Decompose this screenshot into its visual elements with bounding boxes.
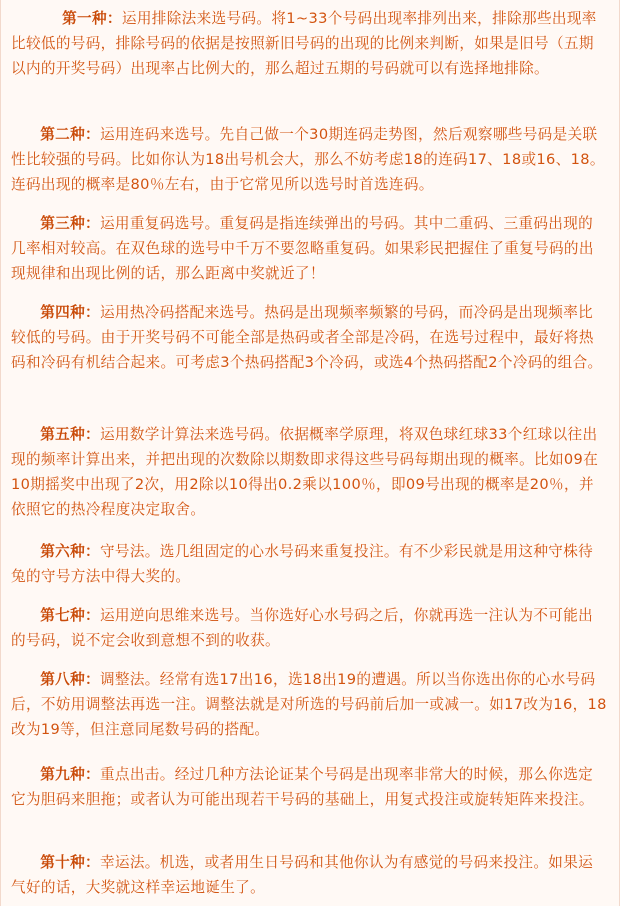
method-title-1: 第一种： [62, 10, 122, 27]
method-title-9: 第九种： [40, 766, 100, 783]
method-paragraph-3 [11, 211, 607, 286]
method-text-6: 守号法。选几组固定的心水号码来重复投注。有不少彩民就是用这种守株待兔的守号方法中得大奖的。 [11, 543, 594, 585]
method-title-2: 第二种： [40, 126, 100, 143]
method-paragraph-9 [11, 762, 607, 812]
method-text-1: 运用排除法来选号码。将1~33个号码出现率排列出来，排除那些出现率比较低的号码，排除号码的依据是按照新旧号码的出现的比例来判断，如果是旧号（五期以内的开奖号码）出现率占比例大的，那么超过五期的号码就可以有选择地排除。 [11, 10, 597, 77]
method-title-4: 第四种： [40, 304, 100, 321]
method-paragraph-5 [11, 422, 607, 522]
method-paragraph-7 [11, 603, 607, 653]
method-title-3: 第三种： [40, 215, 100, 232]
method-paragraph-1 [11, 6, 607, 81]
method-text-2: 运用连码来选号。先自己做一个30期连码走势图，然后观察哪些号码是关联性比较强的号码。比如你认为18出号机会大，那么不妨考虑18的连码17、18或16、18。连码出现的概率是80％左右，由于它常见所以选号时首选连码。 [11, 126, 605, 193]
method-text-4: 运用热冷码搭配来选号。热码是出现频率频繁的号码，而冷码是出现频率比较低的号码。由于开奖号码不可能全部是热码或者全部是冷码，在选号过程中，最好将热码和冷码有机结合起来。可考虑3个热码搭配3个冷码，或选4个热码搭配2个冷码的组合。 [11, 304, 603, 371]
method-paragraph-10 [11, 850, 607, 900]
method-title-7: 第七种： [40, 607, 100, 624]
method-paragraph-4 [11, 300, 607, 375]
method-title-8: 第八种： [40, 671, 100, 688]
method-title-6: 第六种： [40, 543, 100, 560]
method-paragraph-2 [11, 122, 607, 197]
method-title-5: 第五种： [40, 426, 100, 443]
method-text-5: 运用数学计算法来选号码。依据概率学原理，将双色球红球33个红球以往出现的频率计算出来，并把出现的次数除以期数即求得这些号码每期出现的概率。比如09在10期摇奖中出现了2次，用2除以10得出0.2乘以100％，即09号出现的概率是20％，并依照它的热冷程度决定取舍。 [11, 426, 599, 518]
method-text-3: 运用重复码选号。重复码是指连续弹出的号码。其中二重码、三重码出现的几率相对较高。在双色球的选号中千万不要忽略重复码。如果彩民把握住了重复号码的出现规律和出现比例的话，那么距离中奖就近了！ [11, 215, 594, 282]
method-title-10: 第十种： [40, 854, 100, 871]
method-text-10: 幸运法。机选，或者用生日号码和其他你认为有感觉的号码来投注。如果运气好的话，大奖就这样幸运地诞生了。 [11, 854, 594, 896]
method-paragraph-8 [11, 667, 607, 742]
method-text-7: 运用逆向思维来选号。当你选好心水号码之后，你就再选一注认为不可能出的号码，说不定会收到意想不到的收获。 [11, 607, 594, 649]
method-text-8: 调整法。经常有选17出16，选18出19的遭遇。所以当你选出你的心水号码后，不妨用调整法再选一注。调整法就是对所选的号码前后加一或减一。如17改为16，18改为19等，但注意同尾数号码的搭配。 [11, 671, 607, 738]
method-text-9: 重点出击。经过几种方法论证某个号码是出现率非常大的时候，那么你选定它为胆码来胆拖；或者认为可能出现若干号码的基础上，用复式投注或旋转矩阵来投注。 [11, 766, 594, 808]
method-paragraph-6 [11, 539, 607, 589]
